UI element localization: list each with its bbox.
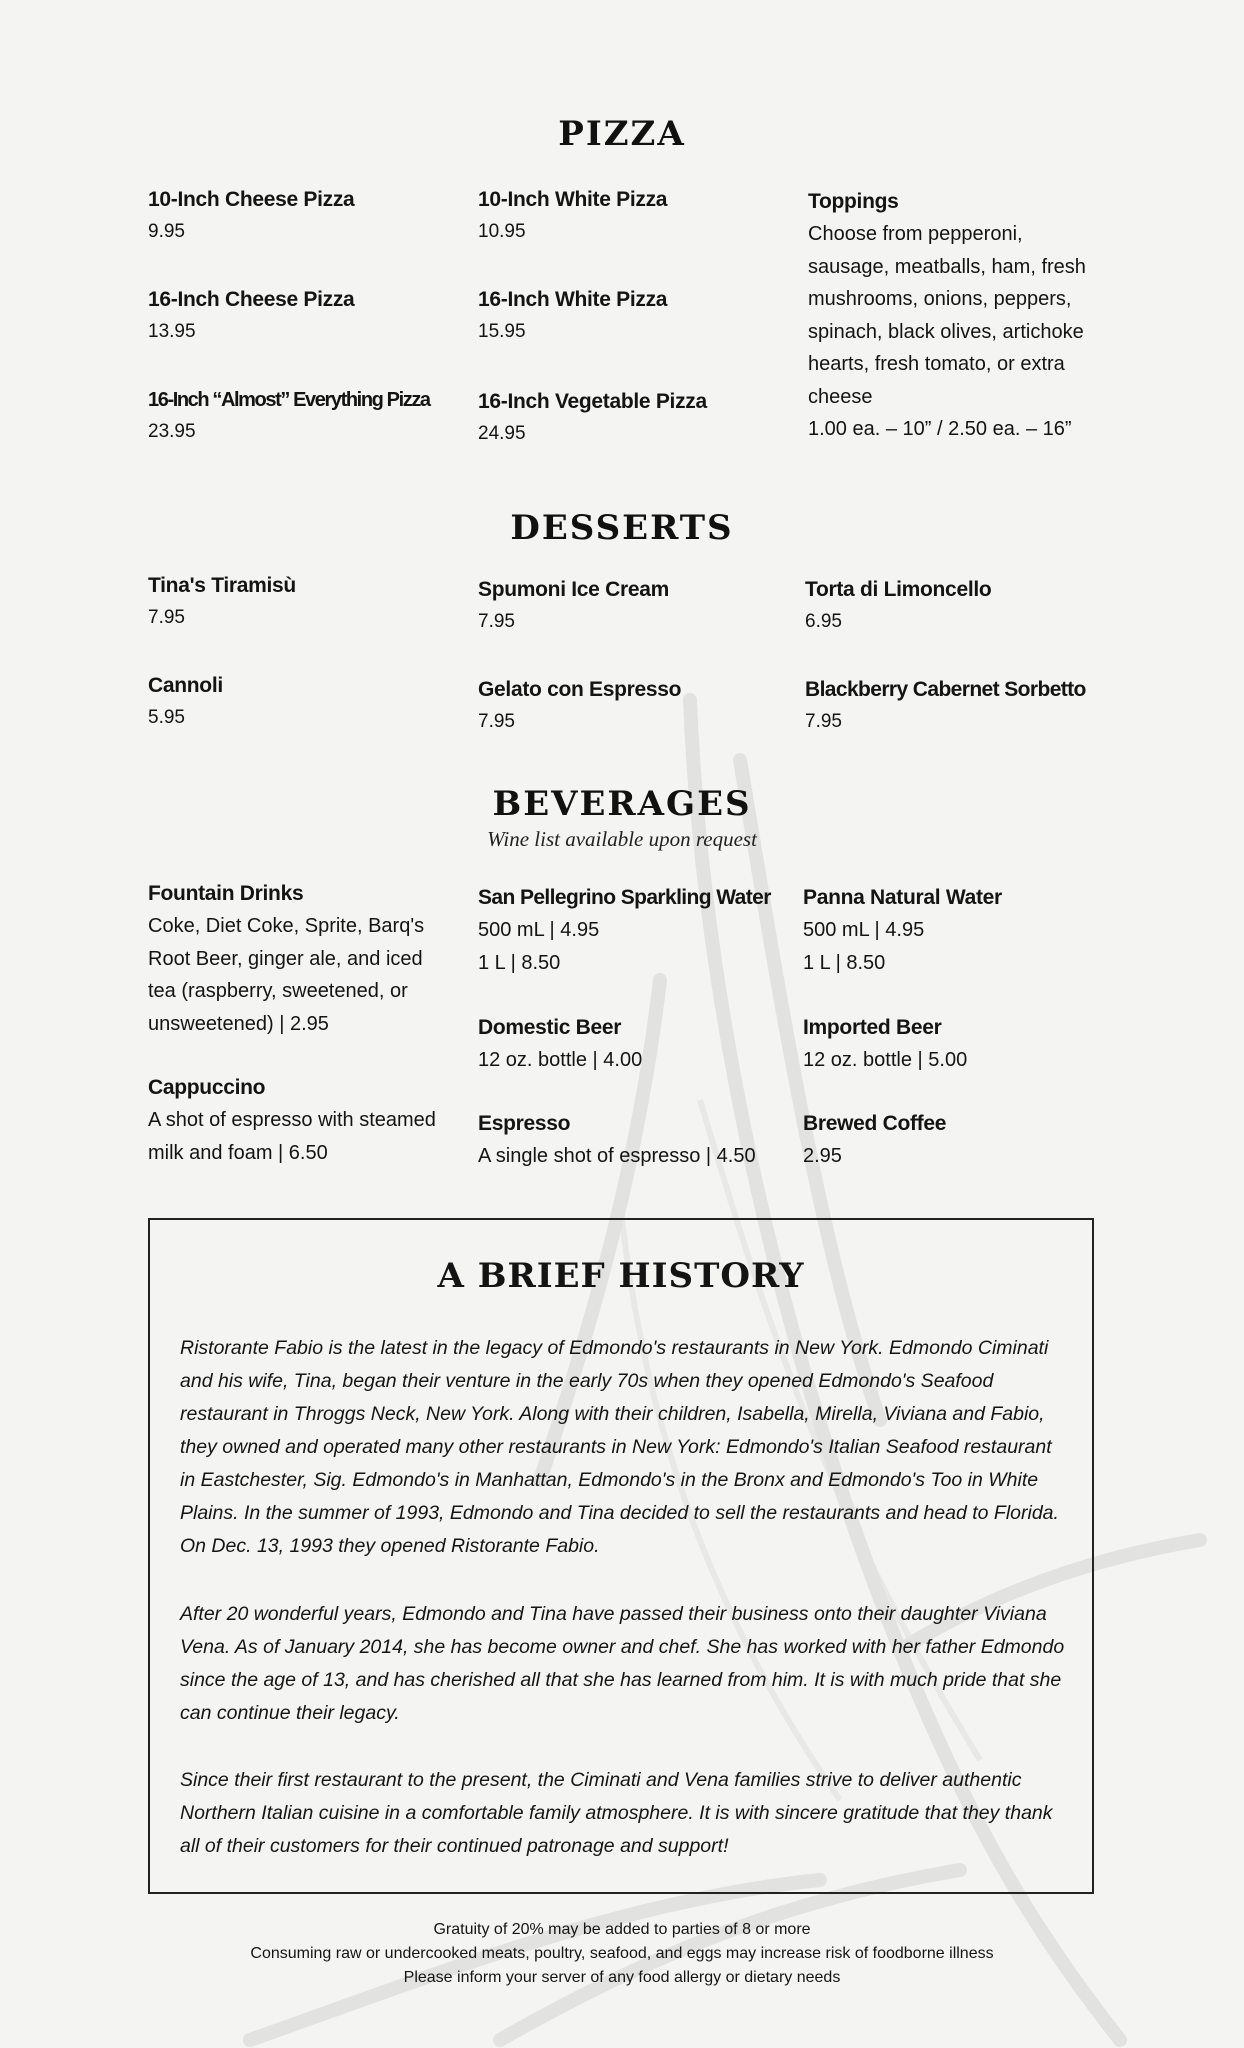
item-price: 10.95 [478, 221, 526, 242]
history-box [148, 1218, 1094, 1894]
item-price: 1.00 ea. – 10” / 2.50 ea. – 16” [808, 418, 1072, 440]
item-name: Panna Natural Water [803, 886, 1002, 909]
item-price-line: 500 mL | 4.95 [803, 919, 925, 941]
pizza-section-title: PIZZA [558, 114, 686, 154]
menu-item [803, 882, 1103, 979]
menu-item [803, 1012, 1123, 1077]
item-price: 7.95 [478, 611, 515, 632]
menu-item [478, 1012, 798, 1077]
menu-item [478, 184, 798, 248]
item-name: Imported Beer [803, 1016, 942, 1039]
menu-item [148, 1072, 448, 1169]
item-name: Toppings [808, 190, 899, 213]
footer-gratuity-note: Gratuity of 20% may be added to parties of 8 or more [433, 1921, 811, 1938]
item-name: Cannoli [148, 674, 223, 697]
item-name: 16-Inch Cheese Pizza [148, 288, 355, 311]
item-name: 16-Inch “Almost” Everything Pizza [148, 389, 430, 411]
item-name: Tina's Tiramisù [148, 574, 296, 597]
item-name: Spumoni Ice Cream [478, 578, 669, 601]
menu-item [805, 674, 1125, 738]
menu-item [803, 1108, 1123, 1173]
item-price-line: 500 mL | 4.95 [478, 919, 600, 941]
menu-item [148, 284, 468, 348]
menu-item [478, 1108, 798, 1173]
item-name: Blackberry Cabernet Sorbetto [805, 678, 1086, 701]
menu-item [478, 574, 798, 638]
menu-item [148, 184, 468, 248]
item-name: Gelato con Espresso [478, 678, 682, 701]
menu-item [148, 384, 468, 448]
item-name: 10-Inch Cheese Pizza [148, 188, 355, 211]
item-name: Fountain Drinks [148, 882, 304, 905]
item-price: 5.95 [148, 707, 185, 728]
item-name: Domestic Beer [478, 1016, 622, 1039]
item-name: Brewed Coffee [803, 1112, 947, 1135]
item-price: 9.95 [148, 221, 185, 242]
history-title: A BRIEF HISTORY [437, 1256, 805, 1296]
menu-item [478, 882, 798, 979]
menu-item [478, 386, 798, 450]
item-name: Cappuccino [148, 1076, 266, 1099]
item-price: 7.95 [478, 711, 515, 732]
toppings-item [808, 186, 1108, 446]
item-description: 2.95 [803, 1145, 842, 1167]
history-paragraph: Since their first restaurant to the present, the Ciminati and Vena families strive to deliver authentic Northern Italian cuisine in a comfortable family atmosphere. It is with sincere gratitude that they thank all of their customers for their continued patronage and support! [180, 1769, 1053, 1857]
item-description: 12 oz. bottle | 5.00 [803, 1049, 968, 1071]
menu-item [478, 674, 798, 738]
item-price: 7.95 [148, 607, 185, 628]
item-name: Espresso [478, 1112, 571, 1135]
item-name: San Pellegrino Sparkling Water [478, 886, 771, 909]
menu-item [148, 670, 468, 734]
item-price: 6.95 [805, 611, 842, 632]
item-name: 10-Inch White Pizza [478, 188, 668, 211]
menu-item [805, 574, 1125, 638]
item-description: A shot of espresso with steamed milk and foam | 6.50 [148, 1109, 436, 1164]
item-description: 12 oz. bottle | 4.00 [478, 1049, 643, 1071]
item-description: A single shot of espresso | 4.50 [478, 1145, 756, 1167]
menu-item [148, 878, 448, 1040]
beverages-subtitle: Wine list available upon request [487, 827, 757, 851]
item-price: 24.95 [478, 423, 526, 444]
history-paragraph: After 20 wonderful years, Edmondo and Tina have passed their business onto their daughter Viviana Vena. As of January 2014, she has become owner and chef. She has worked with her father Edmondo since the age of 13, and has cherished all that she has learned from him. It is with much pride that she can continue their legacy. [180, 1603, 1065, 1724]
history-paragraph: Ristorante Fabio is the latest in the legacy of Edmondo's restaurants in New York. Edmondo Ciminati and his wife, Tina, began their venture in the early 70s when they opened Edmondo's Seafood restaurant in Throggs Neck, New York. Along with their children, Isabella, Mirella, Viviana and Fabio, they owned and operated many other restaurants in New York: Edmondo's Italian Seafood restaurant in Eastchester, Sig. Edmondo's in Manhattan, Edmondo's in the Bronx and Edmondo's Too in White Plains. In the summer of 1993, Edmondo and Tina decided to sell the restaurants and head to Florida. On Dec. 13, 1993 they opened Ristorante Fabio. [180, 1337, 1059, 1557]
desserts-section-title: DESSERTS [510, 508, 734, 548]
item-price: 7.95 [805, 711, 842, 732]
item-price-line: 1 L | 8.50 [803, 951, 886, 974]
item-name: Torta di Limoncello [805, 578, 992, 601]
menu-item [148, 570, 468, 634]
footer-health-warning: Consuming raw or undercooked meats, poultry, seafood, and eggs may increase risk of foodborne illness [250, 1945, 994, 1962]
item-price: 23.95 [148, 421, 196, 442]
item-price-line: 1 L | 8.50 [478, 951, 561, 974]
item-name: 16-Inch Vegetable Pizza [478, 390, 707, 413]
beverages-section-title: BEVERAGES [492, 784, 752, 824]
item-name: 16-Inch White Pizza [478, 288, 668, 311]
item-description: Coke, Diet Coke, Sprite, Barq's Root Beer, ginger ale, and iced tea (raspberry, sweetened, or unsweetened) | 2.95 [148, 915, 425, 1035]
footer-allergy-note: Please inform your server of any food allergy or dietary needs [403, 1969, 841, 1986]
menu-item [478, 284, 798, 348]
item-description: Choose from pepperoni, sausage, meatballs, ham, fresh mushrooms, onions, peppers, spinach, black olives, artichoke hearts, fresh tomato, or extra cheese [808, 223, 1086, 408]
item-price: 13.95 [148, 321, 196, 342]
item-price: 15.95 [478, 321, 526, 342]
